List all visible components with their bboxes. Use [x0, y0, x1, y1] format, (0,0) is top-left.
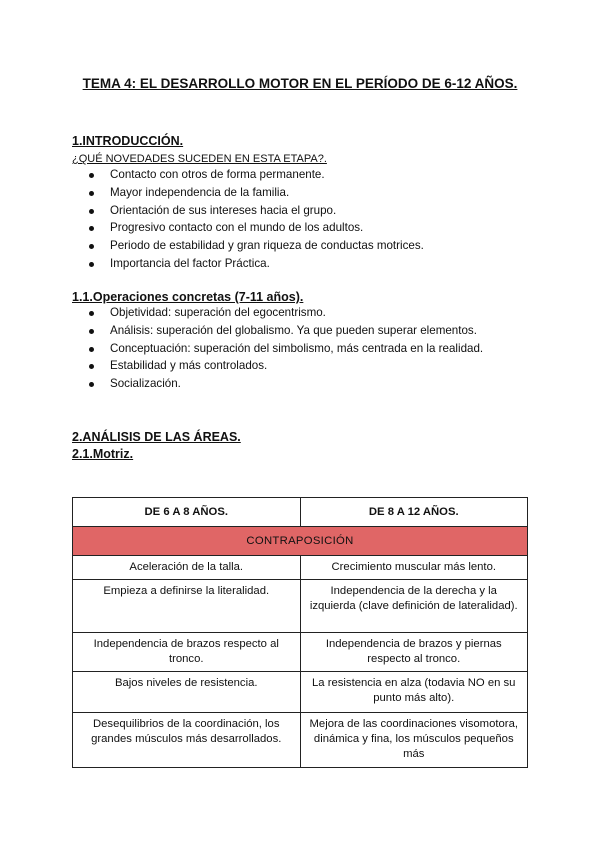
areas-table — [72, 497, 528, 768]
list-item: Socialización. — [72, 375, 512, 393]
table-row — [73, 713, 528, 768]
bullet-icon — [89, 209, 94, 214]
bullet-icon — [89, 364, 94, 369]
column-header-6-8: DE 6 A 8 AÑOS. — [73, 498, 301, 527]
bullet-icon — [89, 382, 94, 387]
heading-motriz: 2.1.Motriz. — [72, 447, 134, 461]
table-row — [73, 580, 528, 633]
bullet-icon — [89, 329, 94, 334]
question-novedades: ¿QUÉ NOVEDADES SUCEDEN EN ESTA ETAPA?. — [72, 153, 327, 165]
table-cell: Aceleración de la talla. — [73, 556, 301, 580]
bullet-icon — [89, 347, 94, 352]
bullet-icon — [89, 191, 94, 196]
list-item: Análisis: superación del globalismo. Ya que pueden superar elementos. — [72, 322, 512, 340]
contraposicion-row — [73, 527, 528, 556]
heading-analisis-areas: 2.ANÁLISIS DE LAS ÁREAS. — [72, 430, 241, 444]
table-row — [73, 556, 528, 580]
bullet-icon — [89, 226, 94, 231]
table-cell: Desequilibrios de la coordinación, los grandes músculos más desarrollados. — [73, 713, 301, 768]
heading-introduccion: 1.INTRODUCCIÓN. — [72, 134, 184, 148]
table-cell: Empieza a definirse la literalidad. — [73, 580, 301, 633]
list-item: Objetividad: superación del egocentrismo. — [72, 304, 512, 322]
table-row — [73, 672, 528, 713]
list-item: Importancia del factor Práctica. — [72, 255, 532, 273]
table-cell: Independencia de brazos respecto al tronco. — [73, 633, 301, 672]
list-item: Conceptuación: superación del simbolismo, más centrada en la realidad. — [72, 340, 512, 358]
list-item: Mayor independencia de la familia. — [72, 184, 532, 202]
bullet-icon — [89, 244, 94, 249]
table-header-row — [73, 498, 528, 527]
contraposicion-band: CONTRAPOSICIÓN — [73, 527, 528, 556]
column-header-8-12: DE 8 A 12 AÑOS. — [300, 498, 528, 527]
table-row — [73, 633, 528, 672]
table-cell: Mejora de las coordinaciones visomotora, dinámica y fina, los músculos pequeños más — [300, 713, 528, 768]
table-cell: Independencia de la derecha y la izquierda (clave definición de lateralidad). — [300, 580, 528, 633]
table-cell: Crecimiento muscular más lento. — [300, 556, 528, 580]
bullet-icon — [89, 262, 94, 267]
table-cell: Independencia de brazos y piernas respecto al tronco. — [300, 633, 528, 672]
list-operaciones — [72, 304, 512, 393]
table-cell: La resistencia en alza (todavia NO en su punto más alto). — [300, 672, 528, 713]
list-item: Contacto con otros de forma permanente. — [72, 166, 532, 184]
list-novedades — [72, 166, 532, 273]
table-cell: Bajos niveles de resistencia. — [73, 672, 301, 713]
bullet-icon — [89, 311, 94, 316]
bullet-icon — [89, 173, 94, 178]
heading-operaciones-concretas: 1.1.Operaciones concretas (7-11 años). — [72, 290, 304, 304]
list-item: Periodo de estabilidad y gran riqueza de conductas motrices. — [72, 237, 532, 255]
document-title: TEMA 4: EL DESARROLLO MOTOR EN EL PERÍODO DE 6-12 AÑOS. — [82, 76, 518, 91]
list-item: Progresivo contacto con el mundo de los adultos. — [72, 219, 532, 237]
list-item: Estabilidad y más controlados. — [72, 357, 512, 375]
list-item: Orientación de sus intereses hacia el grupo. — [72, 202, 532, 220]
